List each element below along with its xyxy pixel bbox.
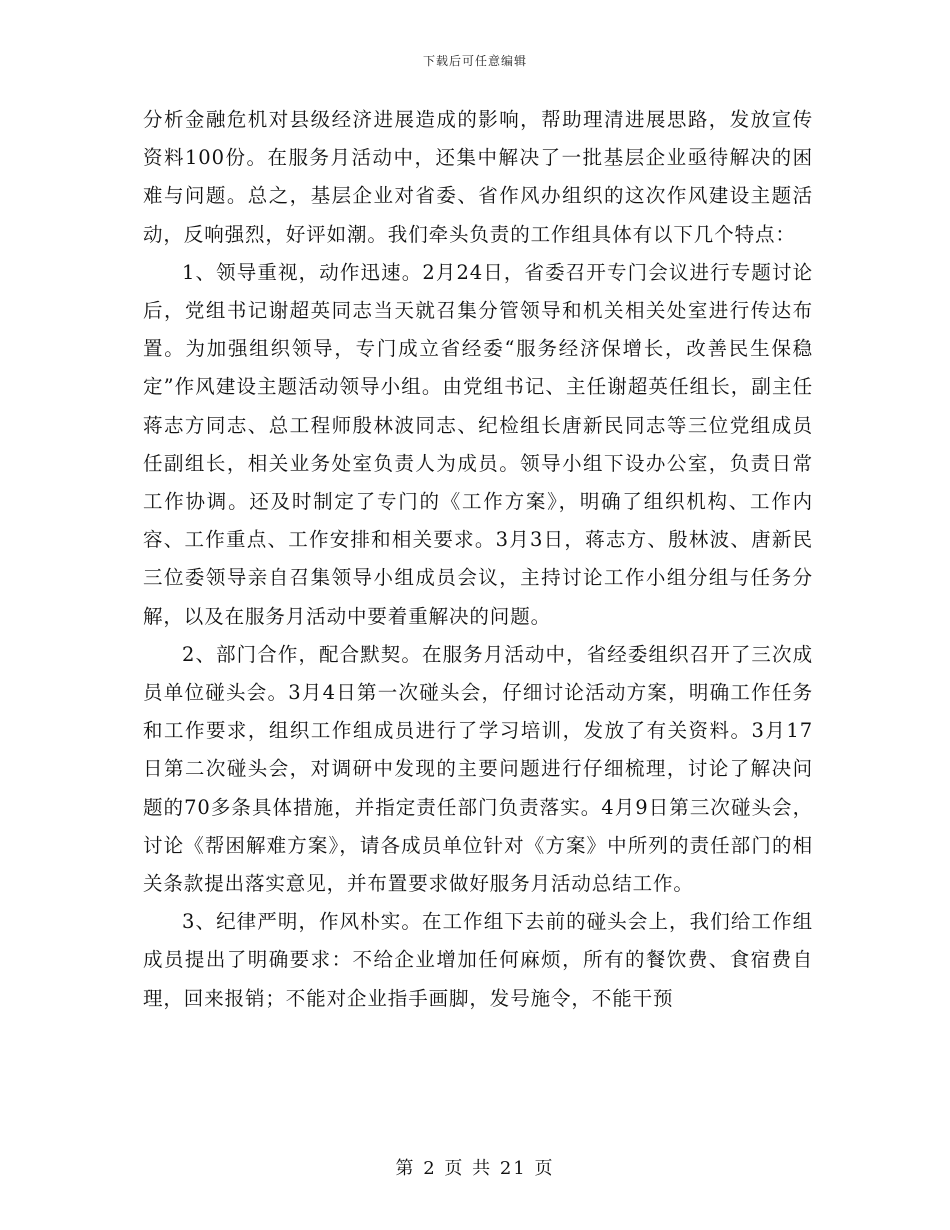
paragraph-point-1: 1、领导重视，动作迅速。2月24日，省委召开专门会议进行专题讨论后，党组书记谢超英同志当天就召集分管领导和机关相关处室进行传达布置。为加强组织领导，专门成立省经委“服务经济保增长，改善民生保稳定”作风建设主题活动领导小组。由党组书记、主任谢超英任组长，副主任蒋志方同志、总工程师殷林波同志、纪检组长唐新民同志等三位党组成员任副组长，相关业务处室负责人为成员。领导小组下设办公室，负责日常工作协调。还及时制定了专门的《工作方案》，明确了组织机构、工作内容、工作重点、工作安排和相关要求。3月3日，蒋志方、殷林波、唐新民三位委领导亲自召集领导小组成员会议，主持讨论工作小组分组与任务分解，以及在服务月活动中要着重解决的问题。 [143,260,813,628]
paragraph-point-2: 2、部门合作，配合默契。在服务月活动中，省经委组织召开了三次成员单位碰头会。3月4日第一次碰头会，仔细讨论活动方案，明确工作任务和工作要求，组织工作组成员进行了学习培训，发放了有关资料。3月17日第二次碰头会，对调研中发现的主要问题进行仔细梳理，讨论了解决问题的70多条具体措施，并指定责任部门负责落实。4月9日第三次碰头会，讨论《帮困解难方案》，请各成员单位针对《方案》中所列的责任部门的相关条款提出落实意见，并布置要求做好服务月活动总结工作。 [143,642,813,896]
document-body [143,101,813,1018]
page-header: 下载后可任意编辑 [422,54,527,68]
page-number-footer: 第 2 页 共 21 页 [395,1158,555,1179]
paragraph-intro-continuation: 分析金融危机对县级经济进展造成的影响，帮助理清进展思路，发放宣传资料100份。在服务月活动中，还集中解决了一批基层企业亟待解决的困难与问题。总之，基层企业对省委、省作风办组织的这次作风建设主题活动，反响强烈，好评如潮。我们牵头负责的工作组具体有以下几个特点： [143,108,813,246]
paragraph-point-3: 3、纪律严明，作风朴实。在工作组下去前的碰头会上，我们给工作组成员提出了明确要求：不给企业增加任何麻烦，所有的餐饮费、食宿费自理，回来报销；不能对企业指手画脚，发号施令，不能干预 [143,910,813,1010]
